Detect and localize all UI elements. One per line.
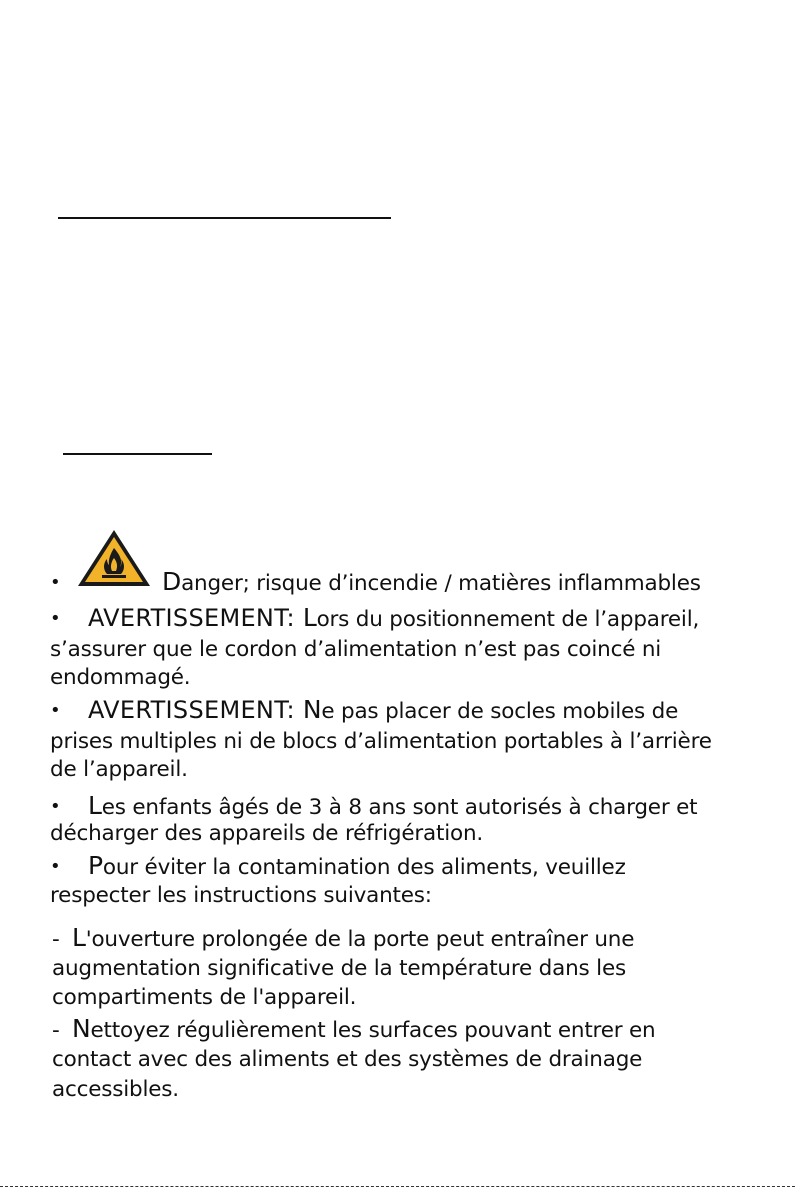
warning-label: AVERTISSEMENT: (88, 696, 303, 724)
item-text-line: s’assurer que le cordon d’alimentation n’est pas coincé ni (50, 637, 662, 662)
bullet: • (50, 608, 61, 629)
item-text-line: compartiments de l'appareil. (52, 985, 357, 1010)
item-initial: L (88, 791, 102, 820)
item-text: ors du positionnement de l’appareil, (316, 607, 700, 632)
item-initial: P (88, 851, 103, 880)
list-item (50, 605, 699, 633)
dash-marker: - (52, 927, 60, 952)
bullet: • (50, 572, 61, 593)
warning-label: AVERTISSEMENT: (88, 604, 303, 632)
item-text-line: endommagé. (50, 665, 191, 690)
sub-list-item (52, 925, 634, 953)
page-bottom-border (0, 1186, 795, 1187)
item-text: es enfants âgés de 3 à 8 ans sont autorisés à charger et (101, 795, 698, 820)
sub-list-item (52, 1016, 655, 1044)
bullet: • (50, 856, 61, 877)
list-item (50, 793, 697, 821)
item-text-line: respecter les instructions suivantes: (50, 883, 432, 908)
list-item (50, 569, 701, 597)
dash-marker: - (52, 1018, 60, 1043)
item-text-line: augmentation significative de la température dans les (52, 956, 626, 981)
item-text: ettoyez régulièrement les surfaces pouvant entrer en (90, 1018, 656, 1043)
item-text: 'ouverture prolongée de la porte peut entraîner une (85, 927, 635, 952)
item-text: anger; risque d’incendie / matières inflammables (181, 571, 701, 596)
item-initial: D (162, 567, 182, 596)
header-rule-2 (63, 453, 212, 455)
bullet: • (50, 700, 61, 721)
bullet: • (50, 796, 61, 817)
item-initial: L (72, 923, 86, 952)
list-item (50, 697, 678, 725)
item-text-line: de l’appareil. (50, 757, 188, 782)
item-text-line: contact avec des aliments et des systèmes de drainage (52, 1047, 643, 1072)
item-initial: N (302, 695, 322, 724)
header-rule-1 (58, 217, 391, 219)
item-text-line: prises multiples ni de blocs d’alimentation portables à l’arrière (50, 729, 712, 754)
list-item (50, 853, 626, 881)
item-text: e pas placer de socles mobiles de (321, 699, 679, 724)
item-text-line: accessibles. (52, 1077, 179, 1102)
item-text-line: décharger des appareils de réfrigération. (50, 821, 484, 846)
item-text: our éviter la contamination des aliments, veuillez (102, 855, 626, 880)
item-initial: N (72, 1014, 91, 1043)
item-initial: L (302, 603, 317, 632)
